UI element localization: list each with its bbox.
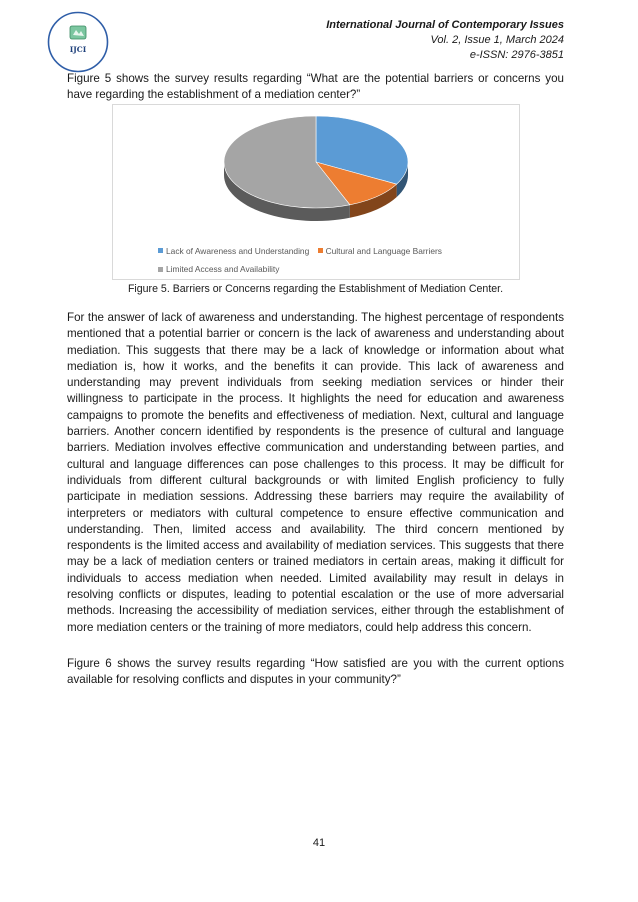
intro-paragraph: Figure 5 shows the survey results regarding “What are the potential barriers or concerns you have regarding the establishment of a mediation center?” <box>67 72 564 102</box>
journal-issn: e-ISSN: 2976-3851 <box>469 49 564 61</box>
figure-caption: Figure 5. Barriers or Concerns regarding the Establishment of Mediation Center. <box>127 283 504 295</box>
logo-text: IJCI <box>69 45 87 54</box>
journal-volume: Vol. 2, Issue 1, March 2024 <box>430 34 564 46</box>
page-number: 41 <box>312 837 326 849</box>
legend-label-access: Limited Access and Availability <box>166 264 280 274</box>
chart-legend <box>158 241 498 278</box>
pie-chart <box>112 104 520 280</box>
legend-label-awareness: Lack of Awareness and Understanding <box>166 245 310 256</box>
legend-item-awareness <box>158 242 309 260</box>
legend-swatch-awareness <box>158 248 163 253</box>
pie-chart-graphic <box>113 105 519 235</box>
body-paragraph: For the answer of lack of awareness and understanding. The highest percentage of respondents mentioned that a potential barrier or concern is the lack of awareness and understanding about mediation. This suggests that there may be a lack of knowledge or information about what mediation is, how it works, and the benefits it can provide. This lack of awareness and understanding may prevent individuals from seeking mediation services or hinder their willingness to participate in the process. It highlights the need for education and awareness campaigns to promote the benefits and effectiveness of mediation. Next, cultural and language barriers. Another concern identified by respondents is the presence of cultural and language barriers. Mediation involves effective communication and understanding between parties, and cultural and language differences can pose challenges to this process. It may be difficult for individuals from different cultural backgrounds or with limited English proficiency to fully participate in mediation sessions. Addressing these barriers may require the availability of interpreters or mediators with cultural competence to ensure effective communication and understanding. Then, limited access and availability. The third concern mentioned by respondents is the limited access and availability of mediation services. This suggests that there may be a lack of mediation centers or trained mediators in certain areas, making it difficult for individuals to access mediation when needed. Limited availability may result in delays in resolving conflicts or disputes, leading to potential escalation or the use of more adversarial methods. Increasing the accessibility of mediation services, either through the establishment of more mediation centers or the training of more mediators, could help address this concern. <box>67 311 564 634</box>
journal-name: International Journal of Contemporary Issues <box>326 19 564 31</box>
legend-swatch-cultural <box>318 248 323 253</box>
legend-item-cultural <box>318 242 442 260</box>
legend-item-access <box>158 260 279 278</box>
journal-header <box>326 18 564 63</box>
closing-paragraph: Figure 6 shows the survey results regarding “How satisfied are you with the current options available for resolving conflicts and disputes in your community?” <box>67 657 564 687</box>
legend-swatch-access <box>158 267 163 272</box>
legend-label-cultural: Cultural and Language Barriers <box>325 245 442 256</box>
journal-logo <box>47 11 109 73</box>
